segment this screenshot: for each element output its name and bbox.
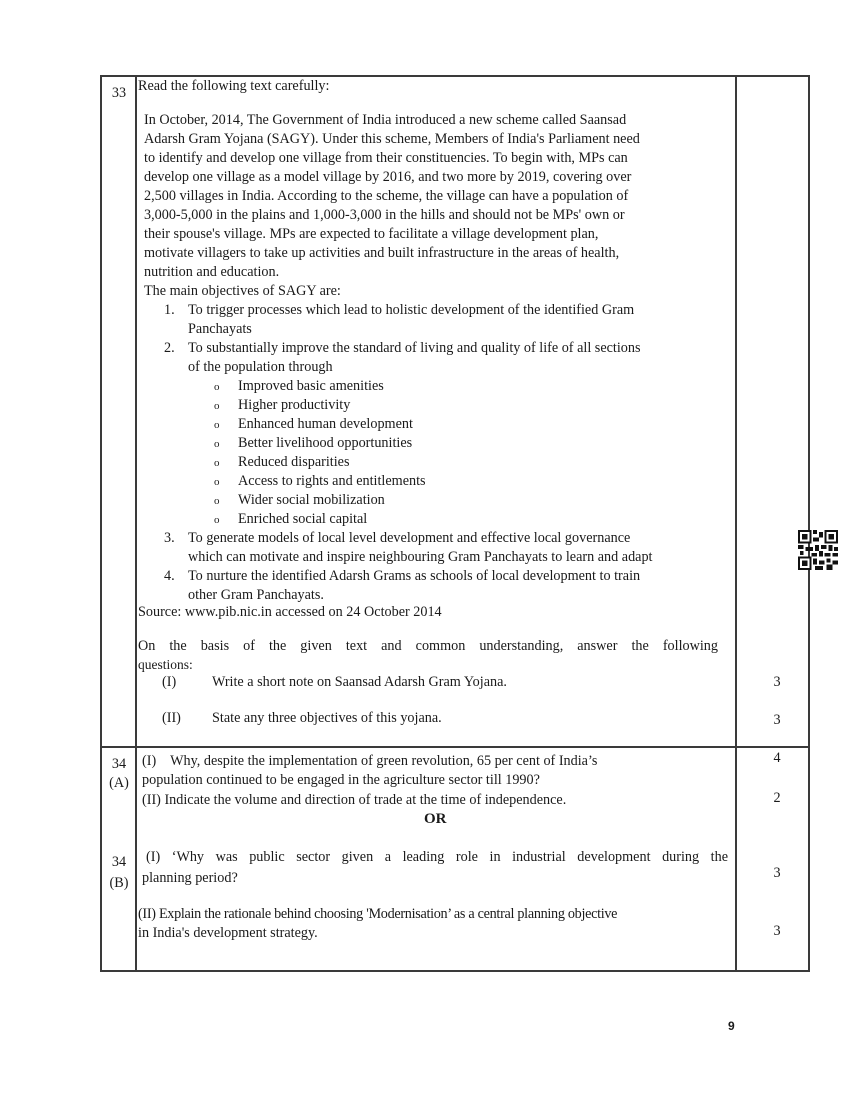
q34a-part2: (II) Indicate the volume and direction of trade at the time of independence. [142,792,567,808]
objective-text: which can motivate and inspire neighbouring Gram Panchayats to learn and adapt [188,549,653,565]
passage-line: 2,500 villages in India. According to the scheme, the village can have a population of [144,188,629,204]
passage-line: 3,000-5,000 in the plains and 1,000-3,000 in the hills and should not be MPs' own or [144,207,625,223]
row-divider [102,746,808,748]
bullet-icon: o [214,476,220,488]
objective-number: 3. [164,530,175,546]
part-label: (II) [162,710,181,726]
qr-code-icon [798,530,838,570]
bullet-icon: o [214,419,220,431]
q34b-part1-cont: planning period? [142,870,238,886]
or-separator: OR [424,811,447,827]
objective-text: other Gram Panchayats. [188,587,324,603]
bullet-icon: o [214,495,220,507]
marks: 3 [773,865,781,881]
objective-text: To substantially improve the standard of living and quality of life of all sections [188,340,641,356]
objective-text: To nurture the identified Adarsh Grams as schools of local development to train [188,568,641,584]
sub-bullet-item: Wider social mobilization [238,492,385,508]
q33-instruction: Read the following text carefully: [138,78,330,94]
bullet-icon: o [214,514,220,526]
marks: 3 [773,712,781,728]
source-citation: Source: www.pib.nic.in accessed on 24 October 2014 [138,604,442,620]
passage-line: In October, 2014, The Government of India introduced a new scheme called Saansad [144,112,627,128]
question-variant-b: (B) [109,875,129,891]
sub-bullet-item: Better livelihood opportunities [238,435,413,451]
bullet-icon: o [214,381,220,393]
bullet-icon: o [214,400,220,412]
sub-bullet-item: Improved basic amenities [238,378,384,394]
objective-text: To trigger processes which lead to holistic development of the identified Gram [188,302,635,318]
marks: 3 [773,674,781,690]
passage-line: motivate villagers to take up activities and built infrastructure in the areas of health, [144,245,620,261]
q33-prompt: On the basis of the given text and common understanding, answer the following [138,638,718,654]
q34b-part2: (II) Explain the rationale behind choosing 'Modernisation’ as a central planning objective [138,906,618,922]
question-number-33: 33 [111,85,127,101]
page-number: 9 [728,1019,735,1033]
marks: 3 [773,923,781,939]
column-divider-marks [735,77,737,970]
q33-prompt-cont: questions: [138,657,193,672]
sub-bullet-item: Higher productivity [238,397,351,413]
objective-number: 1. [164,302,175,318]
question-variant-a: (A) [109,775,129,791]
passage-line: nutrition and education. [144,264,280,280]
q34b-part1: (I) ‘Why was public sector given a leading role in industrial development during the [146,849,728,865]
passage-line: to identify and develop one village from their constituencies. To begin with, MPs can [144,150,628,166]
part-text: State any three objectives of this yojana. [212,710,442,726]
objective-number: 4. [164,568,175,584]
marks: 2 [773,790,781,806]
part-text: Write a short note on Saansad Adarsh Gram Yojana. [212,674,507,690]
objective-number: 2. [164,340,175,356]
passage-line: Adarsh Gram Yojana (SAGY). Under this scheme, Members of India's Parliament need [144,131,640,147]
objective-text: Panchayats [188,321,252,337]
part-label: (I) [162,674,177,690]
q34b-part2-cont: in India's development strategy. [138,925,318,941]
objective-text: of the population through [188,359,333,375]
sub-bullet-item: Enhanced human development [238,416,413,432]
q34a-part1-cont: population continued to be engaged in the agriculture sector till 1990? [142,772,540,788]
marks: 4 [773,750,781,766]
question-number-34: 34 [111,854,127,870]
bullet-icon: o [214,438,220,450]
column-divider-number [135,77,137,970]
sub-bullet-item: Reduced disparities [238,454,350,470]
sub-bullet-item: Access to rights and entitlements [238,473,426,489]
passage-line: their spouse's village. MPs are expected to facilitate a village development plan, [144,226,599,242]
question-number-34: 34 [111,756,127,772]
bullet-icon: o [214,457,220,469]
question-table [100,75,810,972]
passage-line: develop one village as a model village by 2016, and two more by 2019, covering over [144,169,632,185]
q34a-part1: (I) Why, despite the implementation of green revolution, 65 per cent of India’s [142,753,598,769]
objectives-heading: The main objectives of SAGY are: [144,283,341,299]
objective-text: To generate models of local level development and effective local governance [188,530,631,546]
sub-bullet-item: Enriched social capital [238,511,368,527]
